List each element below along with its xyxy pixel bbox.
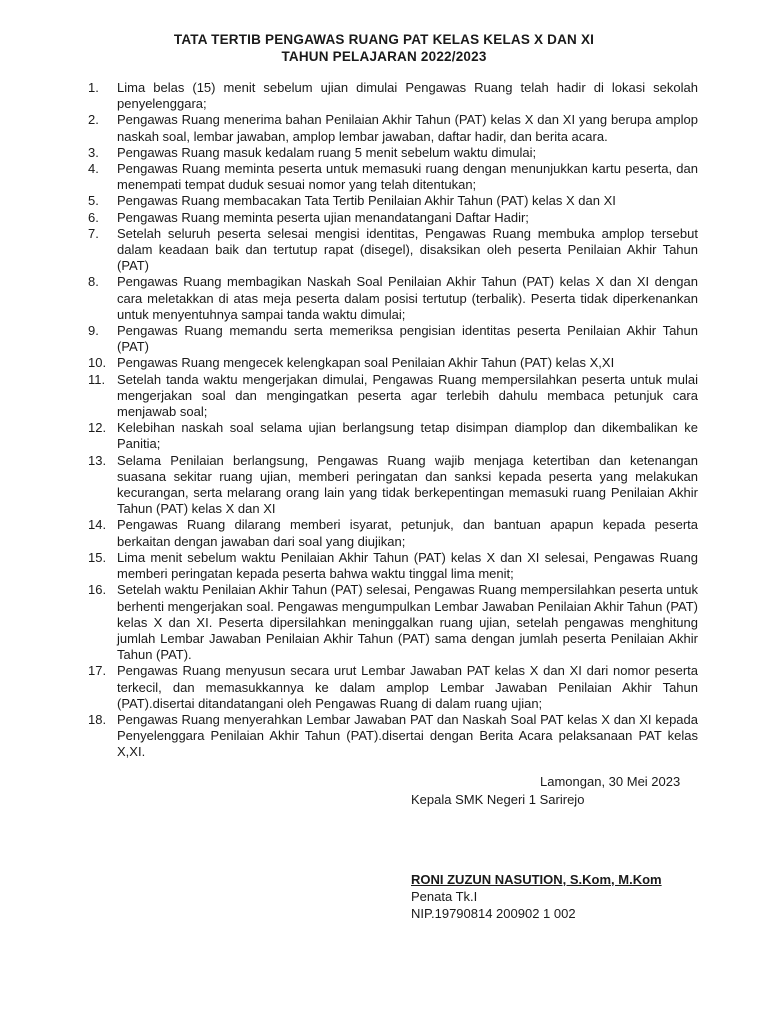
signatory-name: RONI ZUZUN NASUTION, S.Kom, M.Kom <box>411 872 662 887</box>
rule-number: 17. <box>88 663 107 679</box>
rule-item <box>88 453 698 518</box>
rule-number: 13. <box>88 452 107 468</box>
rule-text: Pengawas Ruang memandu serta memeriksa pengisian identitas peserta Penilaian Akhir Tahun (PAT) <box>117 323 698 355</box>
rule-text: Lima menit sebelum waktu Penilaian Akhir Tahun (PAT) kelas X dan XI selesai, Pengawas Ruang memberi peringatan kepada peserta bahwa waktu tinggal lima menit; <box>117 549 698 582</box>
rule-number: 6. <box>88 209 99 225</box>
rule-item <box>88 663 698 712</box>
rule-text: Pengawas Ruang membagikan Naskah Soal Penilaian Akhir Tahun (PAT) kelas X dan XI dengan cara meletakkan di atas meja peserta dalam posisi tertutup (terbalik). Peserta tidak diperkenankan untuk menyentuhnya sampai tanda waktu dimulai; <box>117 274 698 322</box>
rule-text: Pengawas Ruang dilarang memberi isyarat, petunjuk, dan bantuan apapun kepada peserta berkaitan dengan jawaban dari soal yang diujikan; <box>117 517 698 549</box>
rule-text: Pengawas Ruang membacakan Tata Tertib Penilaian Akhir Tahun (PAT) kelas X dan XI <box>117 193 616 209</box>
rule-item <box>88 372 698 421</box>
rule-text: Pengawas Ruang menerima bahan Penilaian Akhir Tahun (PAT) kelas X dan XI yang berupa amplop naskah soal, lembar jawaban, amplop lembar jawaban, daftar hadir, dan berita acara. <box>117 112 698 144</box>
rule-item <box>88 323 698 355</box>
rule-item <box>88 80 698 112</box>
signatory-nip: NIP.19790814 200902 1 002 <box>411 906 576 921</box>
rule-item <box>88 550 698 582</box>
rule-item <box>88 274 698 323</box>
rule-number: 15. <box>88 549 107 565</box>
signature-place-date: Lamongan, 30 Mei 2023 <box>540 774 681 789</box>
rule-item <box>88 355 698 371</box>
rule-text: Pengawas Ruang meminta peserta ujian menandatangani Daftar Hadir; <box>117 209 529 225</box>
rule-item <box>88 161 698 193</box>
rule-text: Pengawas Ruang menyerahkan Lembar Jawaban PAT dan Naskah Soal PAT kelas X dan XI kepada Penyelenggara Penilaian Akhir Tahun (PAT).disertai dengan Berita Acara pelaksanaan PAT kelas X,XI. <box>117 711 698 760</box>
rule-number: 4. <box>88 161 99 177</box>
rule-number: 8. <box>88 274 99 290</box>
rule-item <box>88 420 698 452</box>
signatory-rank: Penata Tk.I <box>411 889 478 904</box>
rule-number: 16. <box>88 582 107 598</box>
rule-item <box>88 112 698 144</box>
rule-item <box>88 226 698 275</box>
rule-text: Pengawas Ruang mengecek kelengkapan soal Penilaian Akhir Tahun (PAT) kelas X,XI <box>117 355 615 371</box>
rule-number: 1. <box>88 80 99 95</box>
document-title: TATA TERTIB PENGAWAS RUANG PAT KELAS KELAS X DAN XI <box>173 32 595 47</box>
rule-number: 5. <box>88 193 99 209</box>
rule-number: 2. <box>88 112 99 128</box>
rule-item <box>88 145 698 161</box>
rule-number: 3. <box>88 144 99 160</box>
rule-text: Pengawas Ruang masuk kedalam ruang 5 menit sebelum waktu dimulai; <box>117 144 537 160</box>
rule-item <box>88 517 698 549</box>
rule-text: Setelah seluruh peserta selesai mengisi identitas, Pengawas Ruang membuka amplop tersebut dalam keadaan baik dan tertutup rapat (disegel), disaksikan oleh peserta Penilaian Akhir Tahun (PAT) <box>117 225 698 274</box>
rules-list <box>88 80 698 761</box>
signature-office: Kepala SMK Negeri 1 Sarirejo <box>411 792 585 807</box>
rule-number: 18. <box>88 711 107 727</box>
rule-number: 14. <box>88 517 107 533</box>
rule-text: Selama Penilaian berlangsung, Pengawas Ruang wajib menjaga ketertiban dan ketenangan suasana sekitar ruang ujian, memberi peringatan dan sanksi kepada peserta yang melakukan kecurangan, serta melarang orang lain yang tidak berkepentingan memasuki ruang Penilaian Akhir Tahun (PAT) kelas X dan XI <box>117 452 698 517</box>
rule-item <box>88 712 698 761</box>
rule-text: Setelah waktu Penilaian Akhir Tahun (PAT) selesai, Pengawas Ruang mempersilahkan peserta untuk berhenti mengerjakan soal. Pengawas mengumpulkan Lembar Jawaban Penilaian Akhir Tahun (PAT) kelas X dan XI. Peserta dipersilahkan meninggalkan ruang ujian, setelah pengawas menghitung jumlah Lembar Jawaban Penilaian Akhir Tahun (PAT) sama dengan jumlah peserta Penilaian Akhir Tahun (PAT). <box>117 582 699 663</box>
rule-item <box>88 582 698 663</box>
rule-number: 11. <box>88 371 106 387</box>
rule-number: 9. <box>88 323 99 339</box>
rule-text: Pengawas Ruang menyusun secara urut Lembar Jawaban PAT kelas X dan XI dari nomor peserta terkecil, dan memasukkannya ke dalam amplop Lembar Jawaban Penilaian Akhir Tahun (PAT).disertai ditandatangani oleh Pengawas Ruang di dalam ruang ujian; <box>117 663 698 711</box>
rule-item <box>88 193 698 209</box>
rule-text: Lima belas (15) menit sebelum ujian dimulai Pengawas Ruang telah hadir di lokasi sekolah penyelenggara; <box>117 80 698 112</box>
rule-number: 10. <box>88 355 107 371</box>
rule-item <box>88 210 698 226</box>
document-subtitle: TAHUN PELAJARAN 2022/2023 <box>281 49 487 64</box>
rule-text: Pengawas Ruang meminta peserta untuk memasuki ruang dengan menunjukkan kartu peserta, dan menempati tempat duduk sesuai nomor yang telah ditentukan; <box>117 161 698 193</box>
rule-text: Setelah tanda waktu mengerjakan dimulai, Pengawas Ruang mempersilahkan peserta untuk mulai mengerjakan soal dan mengingatkan peserta agar terlebih dahulu membaca petunjuk cara menjawab soal; <box>117 371 698 420</box>
rule-number: 12. <box>88 420 107 436</box>
rule-text: Kelebihan naskah soal selama ujian berlangsung tetap disimpan diamplop dan dikembalikan ke Panitia; <box>117 420 698 452</box>
rule-number: 7. <box>88 225 99 241</box>
